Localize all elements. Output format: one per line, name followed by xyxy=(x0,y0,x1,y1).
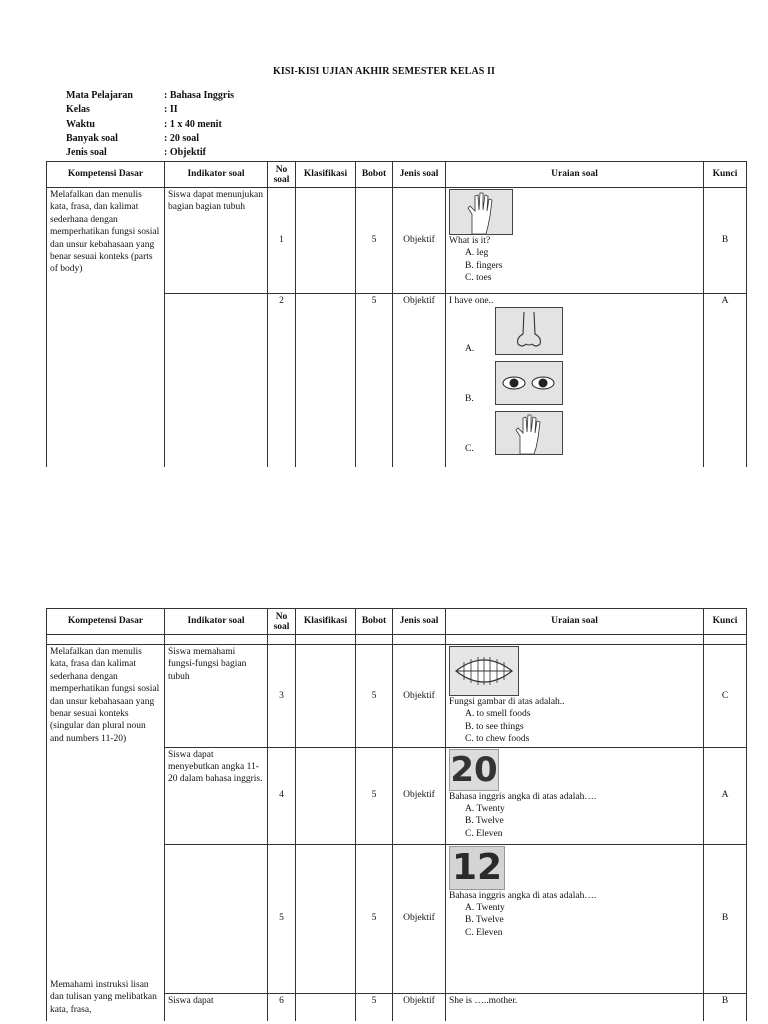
kunci-cell: A xyxy=(704,294,747,467)
indikator-cell xyxy=(165,294,268,467)
header-indikator: Indikator soal xyxy=(165,162,268,188)
bobot-cell: 5 xyxy=(356,294,393,467)
options xyxy=(449,247,700,284)
options xyxy=(449,708,700,745)
kd-cell: Melafalkan dan menulis kata, frasa dan kalimat sederhana dengan memperhatikan fungsi sosial dan unsur kebahasaan yang benar sesuai konteks (singular dan plural noun and numbers 11-20) Memahami instruksi lisan dan tulisan yang melibatkan kata, frasa, xyxy=(47,645,165,1022)
option: B. fingers xyxy=(465,260,503,271)
option: A. Twenty xyxy=(465,804,505,815)
option: A. leg xyxy=(465,248,489,259)
spacer-cell xyxy=(296,635,356,645)
exam-meta xyxy=(66,89,234,160)
bobot-cell: 5 xyxy=(356,993,393,1021)
option xyxy=(449,411,700,455)
jenis-cell: Objektif xyxy=(393,747,446,844)
option: C. to chew foods xyxy=(465,734,530,745)
header-indikator: Indikator soal xyxy=(165,609,268,635)
option: B. Twelve xyxy=(465,816,504,827)
header-no-soal: No soal xyxy=(268,162,296,188)
eyes-picture-icon xyxy=(495,361,563,405)
header-klasifikasi: Klasifikasi xyxy=(296,162,356,188)
no-cell: 6 xyxy=(268,993,296,1021)
nose-picture-icon xyxy=(495,307,563,355)
document-title: KISI-KISI UJIAN AKHIR SEMESTER KELAS II xyxy=(272,66,496,77)
option-label: C. xyxy=(465,444,474,454)
header-jenis-soal: Jenis soal xyxy=(393,162,446,188)
header-jenis-soal: Jenis soal xyxy=(393,609,446,635)
klasifikasi-cell xyxy=(296,645,356,748)
spacer-cell xyxy=(446,635,704,645)
header-no-soal: No soal xyxy=(268,609,296,635)
kd-cell-second: Memahami instruksi lisan dan tulisan yang melibatkan kata, frasa, xyxy=(50,980,157,1015)
hand-picture-icon xyxy=(495,411,563,455)
number-picture: 12 xyxy=(449,846,505,890)
uraian-cell xyxy=(446,294,704,467)
meta-value: : 1 x 40 menit xyxy=(164,118,222,130)
indikator-cell: Siswa dapat menunjukan bagian bagian tubuh xyxy=(165,188,268,294)
klasifikasi-cell xyxy=(296,188,356,294)
indikator-cell xyxy=(165,844,268,993)
jenis-cell: Objektif xyxy=(393,844,446,993)
header-uraian-soal: Uraian soal xyxy=(446,609,704,635)
no-cell: 1 xyxy=(268,188,296,294)
meta-key: Mata Pelajaran xyxy=(66,90,133,101)
option: C. toes xyxy=(465,273,492,284)
header-kompetensi-dasar: Kompetensi Dasar xyxy=(47,162,165,188)
question-text: What is it? xyxy=(449,236,491,246)
no-cell: 5 xyxy=(268,844,296,993)
meta-key: Jenis soal xyxy=(66,147,107,159)
header-klasifikasi: Klasifikasi xyxy=(296,609,356,635)
kd-cell: Melafalkan dan menulis kata, frasa, dan kalimat sederhana dengan memperhatikan fungsi sosial dan unsur kebahasaan yang benar sesuai konteks (parts of body) xyxy=(47,188,165,467)
header-kunci: Kunci xyxy=(704,162,747,188)
indikator-cell: Siswa dapat xyxy=(165,993,268,1021)
header-bobot: Bobot xyxy=(356,609,393,635)
option: C. Eleven xyxy=(465,927,503,938)
uraian-cell xyxy=(446,188,704,294)
kunci-cell: B xyxy=(704,188,747,294)
no-cell: 4 xyxy=(268,747,296,844)
kunci-cell: B xyxy=(704,844,747,993)
question-text: I have one.. xyxy=(449,296,494,306)
jenis-cell: Objektif xyxy=(393,188,446,294)
option xyxy=(449,307,700,355)
no-cell: 3 xyxy=(268,645,296,748)
question-text: Bahasa inggris angka di atas adalah…. xyxy=(449,791,597,802)
meta-key: Waktu xyxy=(66,118,95,130)
option: A. Twenty xyxy=(465,903,505,914)
klasifikasi-cell xyxy=(296,993,356,1021)
hand-picture-icon xyxy=(449,189,513,235)
spacer-cell xyxy=(165,635,268,645)
uraian-cell xyxy=(446,844,704,993)
indikator-cell: Siswa memahami fungsi-fungsi bagian tubuh xyxy=(165,645,268,748)
option: B. to see things xyxy=(465,721,524,732)
teeth-picture-icon xyxy=(449,646,519,696)
bobot-cell: 5 xyxy=(356,844,393,993)
options xyxy=(449,902,700,939)
question-text: Fungsi gambar di atas adalah.. xyxy=(449,697,565,707)
bobot-cell: 5 xyxy=(356,188,393,294)
kunci-cell: C xyxy=(704,645,747,748)
bobot-cell: 5 xyxy=(356,645,393,748)
header-kompetensi-dasar: Kompetensi Dasar xyxy=(47,609,165,635)
header-uraian-soal: Uraian soal xyxy=(446,162,704,188)
option: B. Twelve xyxy=(465,915,504,926)
jenis-cell: Objektif xyxy=(393,993,446,1021)
kunci-cell: B xyxy=(704,993,747,1021)
indikator-cell: Siswa dapat menyebutkan angka 11-20 dalam bahasa inggris. xyxy=(165,747,268,844)
bobot-cell: 5 xyxy=(356,747,393,844)
header-kunci: Kunci xyxy=(704,609,747,635)
meta-value: : Bahasa Inggris xyxy=(164,90,235,101)
number-picture: 20 xyxy=(450,749,498,790)
klasifikasi-cell xyxy=(296,747,356,844)
klasifikasi-cell xyxy=(296,294,356,467)
no-cell: 2 xyxy=(268,294,296,467)
header-bobot: Bobot xyxy=(356,162,393,188)
option: C. Eleven xyxy=(465,828,503,839)
spacer-cell xyxy=(356,635,393,645)
grid-table-page1 xyxy=(46,161,747,467)
meta-value: : Objektif xyxy=(164,147,206,159)
spacer-cell xyxy=(704,635,747,645)
meta-value: : II xyxy=(164,104,178,116)
uraian-cell xyxy=(446,645,704,748)
kunci-cell: A xyxy=(704,747,747,844)
grid-table-page2 xyxy=(46,608,747,1021)
options xyxy=(449,803,700,840)
spacer-cell xyxy=(268,635,296,645)
spacer-cell xyxy=(393,635,446,645)
option xyxy=(449,361,700,405)
meta-key: Banyak soal xyxy=(66,132,118,144)
uraian-cell xyxy=(446,747,704,844)
uraian-cell: She is …..mother. xyxy=(446,993,704,1021)
jenis-cell: Objektif xyxy=(393,645,446,748)
spacer-cell xyxy=(47,635,165,645)
option-label: B. xyxy=(465,394,474,404)
option: A. to smell foods xyxy=(465,709,531,720)
question-text: Bahasa inggris angka di atas adalah…. xyxy=(449,890,597,901)
klasifikasi-cell xyxy=(296,844,356,993)
meta-value: : 20 soal xyxy=(164,132,199,144)
meta-key: Kelas xyxy=(66,104,90,116)
jenis-cell: Objektif xyxy=(393,294,446,467)
option-label: A. xyxy=(465,344,475,354)
